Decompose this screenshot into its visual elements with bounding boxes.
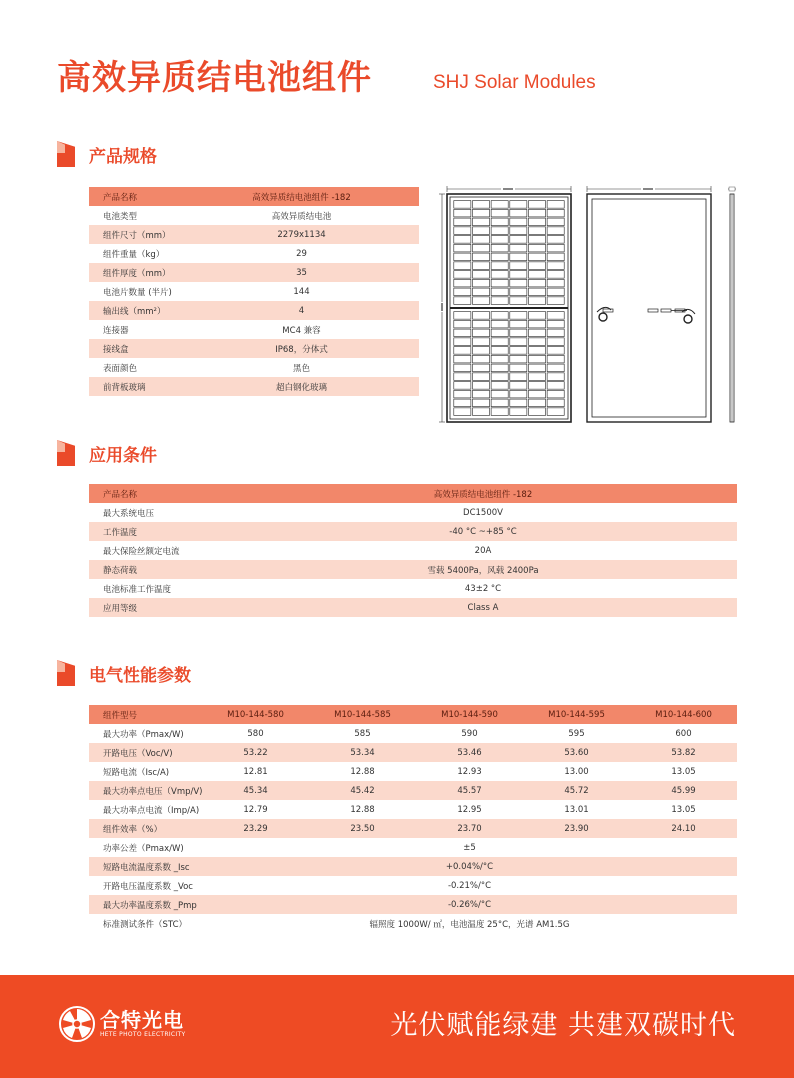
table-row bbox=[89, 857, 737, 876]
table-row bbox=[89, 598, 737, 617]
row-label: 产品名称 bbox=[89, 484, 229, 503]
row-label: 应用等级 bbox=[89, 598, 229, 617]
row-spacer bbox=[394, 263, 419, 282]
section-label: 电气性能参数 bbox=[89, 665, 191, 686]
table-row bbox=[89, 541, 737, 560]
row-label: 最大系统电压 bbox=[89, 503, 229, 522]
table-row bbox=[89, 914, 737, 933]
row-value: +0.04%/°C bbox=[202, 857, 737, 876]
row-value: Class A bbox=[229, 598, 737, 617]
module-drawing bbox=[437, 184, 742, 430]
row-value: 45.42 bbox=[309, 781, 416, 800]
logo-english-name: HETE PHOTO ELECTRICITY bbox=[100, 1031, 186, 1038]
row-value: 黑色 bbox=[209, 358, 394, 377]
section-marker-icon bbox=[57, 440, 75, 466]
table-row bbox=[89, 781, 737, 800]
row-label: 表面颜色 bbox=[89, 358, 209, 377]
row-label: 最大功率温度系数 _Pmp bbox=[89, 895, 202, 914]
section-heading-conditions bbox=[57, 440, 157, 466]
row-value: -40 °C ~+85 °C bbox=[229, 522, 737, 541]
model-header: M10-144-590 bbox=[416, 705, 523, 724]
row-value: 12.88 bbox=[309, 800, 416, 819]
row-value: -0.26%/°C bbox=[202, 895, 737, 914]
table-row bbox=[89, 579, 737, 598]
section-label: 应用条件 bbox=[89, 445, 157, 466]
row-value: 13.05 bbox=[630, 800, 737, 819]
row-label: 产品名称 bbox=[89, 187, 209, 206]
table-row bbox=[89, 895, 737, 914]
row-value: 53.82 bbox=[630, 743, 737, 762]
header-label: 组件型号 bbox=[89, 705, 202, 724]
model-header: M10-144-595 bbox=[523, 705, 630, 724]
row-spacer bbox=[394, 187, 419, 206]
row-label: 电池片数量 (半片) bbox=[89, 282, 209, 301]
row-value: 580 bbox=[202, 724, 309, 743]
row-value: 4 bbox=[209, 301, 394, 320]
row-label: 最大功率点电压（Vmp/V) bbox=[89, 781, 202, 800]
row-value: MC4 兼容 bbox=[209, 320, 394, 339]
row-value: 45.57 bbox=[416, 781, 523, 800]
table-row bbox=[89, 819, 737, 838]
row-value: 12.79 bbox=[202, 800, 309, 819]
table-row bbox=[89, 522, 737, 541]
row-label: 开路电压温度系数 _Voc bbox=[89, 876, 202, 895]
row-spacer bbox=[394, 244, 419, 263]
footer-banner bbox=[0, 975, 794, 1078]
conditions-table bbox=[89, 484, 737, 617]
company-logo bbox=[58, 1005, 185, 1043]
row-value: 29 bbox=[209, 244, 394, 263]
row-value: -0.21%/°C bbox=[202, 876, 737, 895]
row-value: 144 bbox=[209, 282, 394, 301]
electrical-table bbox=[89, 705, 737, 933]
row-value: 45.72 bbox=[523, 781, 630, 800]
model-header: M10-144-585 bbox=[309, 705, 416, 724]
model-header: M10-144-600 bbox=[630, 705, 737, 724]
row-spacer bbox=[394, 282, 419, 301]
module-back-view bbox=[587, 186, 711, 422]
row-value: 23.70 bbox=[416, 819, 523, 838]
row-label: 前背板玻璃 bbox=[89, 377, 209, 396]
row-value: 585 bbox=[309, 724, 416, 743]
section-label: 产品规格 bbox=[89, 146, 157, 167]
row-value: 600 bbox=[630, 724, 737, 743]
row-spacer bbox=[394, 301, 419, 320]
row-value: ±5 bbox=[202, 838, 737, 857]
table-row bbox=[89, 800, 737, 819]
table-row bbox=[89, 206, 419, 225]
table-row bbox=[89, 377, 419, 396]
row-value: 53.34 bbox=[309, 743, 416, 762]
section-heading-electrical bbox=[57, 660, 191, 686]
row-value: 53.46 bbox=[416, 743, 523, 762]
row-value: 高效异质结电池组件 -182 bbox=[229, 484, 737, 503]
table-row bbox=[89, 503, 737, 522]
row-value: 20A bbox=[229, 541, 737, 560]
row-value: 23.90 bbox=[523, 819, 630, 838]
row-value: 雪载 5400Pa，风载 2400Pa bbox=[229, 560, 737, 579]
row-value: 13.05 bbox=[630, 762, 737, 781]
table-row bbox=[89, 358, 419, 377]
row-label: 输出线（mm²） bbox=[89, 301, 209, 320]
row-label: 组件效率（%） bbox=[89, 819, 202, 838]
row-label: 组件尺寸（mm） bbox=[89, 225, 209, 244]
row-value: 13.01 bbox=[523, 800, 630, 819]
row-label: 功率公差（Pmax/W) bbox=[89, 838, 202, 857]
module-front-view bbox=[439, 186, 571, 422]
spec-table bbox=[89, 187, 419, 396]
table-row bbox=[89, 876, 737, 895]
table-row bbox=[89, 724, 737, 743]
section-marker-icon bbox=[57, 660, 75, 686]
row-label: 电池类型 bbox=[89, 206, 209, 225]
table-row bbox=[89, 320, 419, 339]
model-header: M10-144-580 bbox=[202, 705, 309, 724]
row-value: DC1500V bbox=[229, 503, 737, 522]
table-row bbox=[89, 484, 737, 503]
row-label: 工作温度 bbox=[89, 522, 229, 541]
table-header-row bbox=[89, 705, 737, 724]
row-value: 12.93 bbox=[416, 762, 523, 781]
row-label: 短路电流（Isc/A) bbox=[89, 762, 202, 781]
row-value: 2279x1134 bbox=[209, 225, 394, 244]
row-spacer bbox=[394, 225, 419, 244]
row-spacer bbox=[394, 358, 419, 377]
row-label: 电池标准工作温度 bbox=[89, 579, 229, 598]
row-spacer bbox=[394, 206, 419, 225]
row-value: 高效异质结电池组件 -182 bbox=[209, 187, 394, 206]
row-label: 短路电流温度系数 _Isc bbox=[89, 857, 202, 876]
row-label: 最大保险丝额定电流 bbox=[89, 541, 229, 560]
row-value: 35 bbox=[209, 263, 394, 282]
table-row bbox=[89, 838, 737, 857]
row-value: 45.34 bbox=[202, 781, 309, 800]
section-marker-icon bbox=[57, 141, 75, 167]
row-spacer bbox=[394, 339, 419, 358]
table-row bbox=[89, 282, 419, 301]
table-row bbox=[89, 339, 419, 358]
row-value: 595 bbox=[523, 724, 630, 743]
logo-chinese-name: 合特光电 bbox=[100, 1008, 184, 1032]
row-value: 43±2 °C bbox=[229, 579, 737, 598]
row-value: 45.99 bbox=[630, 781, 737, 800]
row-spacer bbox=[394, 377, 419, 396]
row-label: 开路电压（Voc/V) bbox=[89, 743, 202, 762]
table-row bbox=[89, 762, 737, 781]
row-label: 连接器 bbox=[89, 320, 209, 339]
row-label: 接线盒 bbox=[89, 339, 209, 358]
row-label: 最大功率点电流（Imp/A) bbox=[89, 800, 202, 819]
row-value: 辐照度 1000W/ ㎡，电池温度 25°C，光谱 AM1.5G bbox=[202, 914, 737, 933]
table-row bbox=[89, 225, 419, 244]
row-value: 12.81 bbox=[202, 762, 309, 781]
table-row bbox=[89, 560, 737, 579]
row-value: 23.50 bbox=[309, 819, 416, 838]
page-title: 高效异质结电池组件 bbox=[57, 58, 372, 98]
section-heading-spec bbox=[57, 141, 157, 167]
row-value: 13.00 bbox=[523, 762, 630, 781]
sun-logo-icon bbox=[58, 1005, 96, 1043]
row-value: 12.95 bbox=[416, 800, 523, 819]
row-value: 590 bbox=[416, 724, 523, 743]
module-side-view bbox=[728, 187, 736, 422]
row-value: 23.29 bbox=[202, 819, 309, 838]
row-value: 53.22 bbox=[202, 743, 309, 762]
row-label: 静态荷载 bbox=[89, 560, 229, 579]
row-value: 超白钢化玻璃 bbox=[209, 377, 394, 396]
row-value: IP68，分体式 bbox=[209, 339, 394, 358]
row-label: 最大功率（Pmax/W) bbox=[89, 724, 202, 743]
footer-slogan: 光伏赋能绿建 共建双碳时代 bbox=[390, 1010, 736, 1041]
row-label: 标准测试条件（STC） bbox=[89, 914, 202, 933]
row-value: 12.88 bbox=[309, 762, 416, 781]
table-row bbox=[89, 187, 419, 206]
table-row bbox=[89, 301, 419, 320]
page-subtitle: SHJ Solar Modules bbox=[433, 72, 596, 93]
table-row bbox=[89, 743, 737, 762]
row-label: 组件厚度（mm） bbox=[89, 263, 209, 282]
row-value: 高效异质结电池 bbox=[209, 206, 394, 225]
table-row bbox=[89, 244, 419, 263]
row-value: 53.60 bbox=[523, 743, 630, 762]
row-label: 组件重量（kg） bbox=[89, 244, 209, 263]
table-row bbox=[89, 263, 419, 282]
row-value: 24.10 bbox=[630, 819, 737, 838]
row-spacer bbox=[394, 320, 419, 339]
